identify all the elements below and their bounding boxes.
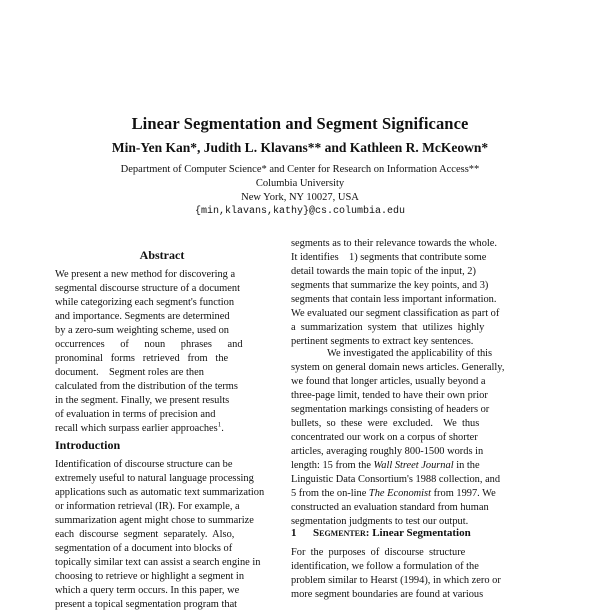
body-line: Linguistic Data Consortium's 1988 collection, and <box>291 474 501 485</box>
introduction-heading: Introduction <box>55 438 121 452</box>
body-line: segments as to their relevance towards the whole. <box>291 238 498 249</box>
abstract-body <box>55 268 269 436</box>
intro-line: extremely useful to natural language processing <box>55 473 254 484</box>
body-line: pertinent segments to extract key sentences. <box>291 336 474 347</box>
body-line <box>291 487 519 501</box>
introduction-body <box>55 458 269 612</box>
body-line: bullets, so these were excluded. We thus <box>291 418 480 429</box>
body-line: problem similar to Hearst (1994), in which zero or <box>291 575 501 586</box>
intro-line: present a topical segmentation program that <box>55 599 238 610</box>
affiliation-dept: Department of Computer Science* and Center for Research on Information Access** <box>120 164 480 175</box>
body-line: more segment boundaries are found at various <box>291 589 484 600</box>
intro-line: which a query term occurs. In this paper, we <box>55 585 240 596</box>
abstract-line-last: recall which surpass earlier approaches$^1$. <box>55 422 224 434</box>
abstract-line: pronominal forms retrieved from the <box>55 353 229 364</box>
section-name: Segmenter <box>313 527 366 539</box>
body-line: It identifies 1) segments that contribute some <box>291 252 487 263</box>
body-line: three-page limit, tended to have their own prior <box>291 390 488 401</box>
affiliation-emails: {min,klavans,kathy}@cs.columbia.edu <box>194 206 406 217</box>
section-title-rest: : Linear Segmentation <box>365 527 471 539</box>
paper-authors: Min-Yen Kan*, Judith L. Klavans** and Kathleen R. McKeown* <box>111 140 489 155</box>
body-line: detail towards the main topic of the input, 2) <box>291 266 476 277</box>
body-line: We evaluated our segment classification as part of <box>291 308 500 319</box>
affiliation-city: New York, NY 10027, USA <box>241 192 359 203</box>
abstract-heading: Abstract <box>139 248 185 262</box>
intro-line: Identification of discourse structure can be <box>55 459 233 470</box>
body-line: segmentation markings consisting of headers or <box>291 404 490 415</box>
body-text: 5 from the on-line <box>291 488 369 499</box>
journal-name: Wall Street Journal <box>373 460 454 471</box>
abstract-line: document. Segment roles are then <box>55 367 204 378</box>
abstract-line: calculated from the distribution of the terms <box>55 381 238 392</box>
body-line: articles, averaging roughly 800-1500 words in <box>291 446 484 457</box>
abstract-line: while categorizing each segment's function <box>55 297 235 308</box>
abstract-line: occurrences of noun phrases and <box>55 339 243 350</box>
abstract-line: segmental discourse structure of a document <box>55 283 240 294</box>
body-line: segments that contain less important information. <box>291 294 497 305</box>
abstract-line: We present a new method for discovering a <box>55 269 236 280</box>
abstract-line: by a zero-sum weighting scheme, used on <box>55 325 229 336</box>
body-line: concentrated our work on a corpus of shorter <box>291 432 478 443</box>
section1-heading <box>291 527 521 539</box>
body-line: we found that longer articles, usually beyond a <box>291 376 486 387</box>
body-line: system on general domain news articles. Generally, <box>291 362 505 373</box>
right-column-para2 <box>291 347 519 529</box>
section1-body <box>291 546 519 602</box>
body-line: segments that summarize the key points, and 3) <box>291 280 489 291</box>
body-text: from 1997. We <box>430 488 496 499</box>
intro-line: topically similar text can assist a search engine in <box>55 557 261 568</box>
abstract-line: in the segment. Finally, we present results <box>55 395 230 406</box>
intro-line: or information retrieval (IR). For example, a <box>55 501 240 512</box>
intro-line: choosing to retrieve or highlight a segment in <box>55 571 245 582</box>
footnote-mark[interactable]: 1 <box>217 422 222 429</box>
body-line: identification, we follow a formulation of the <box>291 561 479 572</box>
affiliation-university: Columbia University <box>255 178 345 189</box>
body-line: constructed an evaluation standard from human <box>291 502 489 513</box>
intro-line: each discourse segment separately. Also, <box>55 529 235 540</box>
magazine-name: The Economist <box>368 488 431 499</box>
section-number: 1 <box>291 527 297 539</box>
intro-line: summarization agent might chose to summarize <box>55 515 254 526</box>
right-column-para1 <box>291 237 519 349</box>
body-line: For the purposes of discourse structure <box>291 547 466 558</box>
body-line: a summarization system that utilizes highly <box>291 322 485 333</box>
body-line <box>291 459 519 473</box>
intro-line: segmentation of a document into blocks of <box>55 543 233 554</box>
intro-line: applications such as automatic text summarization <box>55 487 265 498</box>
body-text: in the <box>453 460 480 471</box>
abstract-last-text: recall which surpass earlier approaches <box>55 423 218 434</box>
abstract-line: and importance. Segments are determined <box>55 311 230 322</box>
body-line: We investigated the applicability of this <box>327 348 493 359</box>
abstract-line: of evaluation in terms of precision and <box>55 409 216 420</box>
body-line: segmentation judgments to test our output. <box>291 516 469 527</box>
paper-title: Linear Segmentation and Segment Significance <box>131 114 469 133</box>
body-text: length: 15 from the <box>291 460 374 471</box>
